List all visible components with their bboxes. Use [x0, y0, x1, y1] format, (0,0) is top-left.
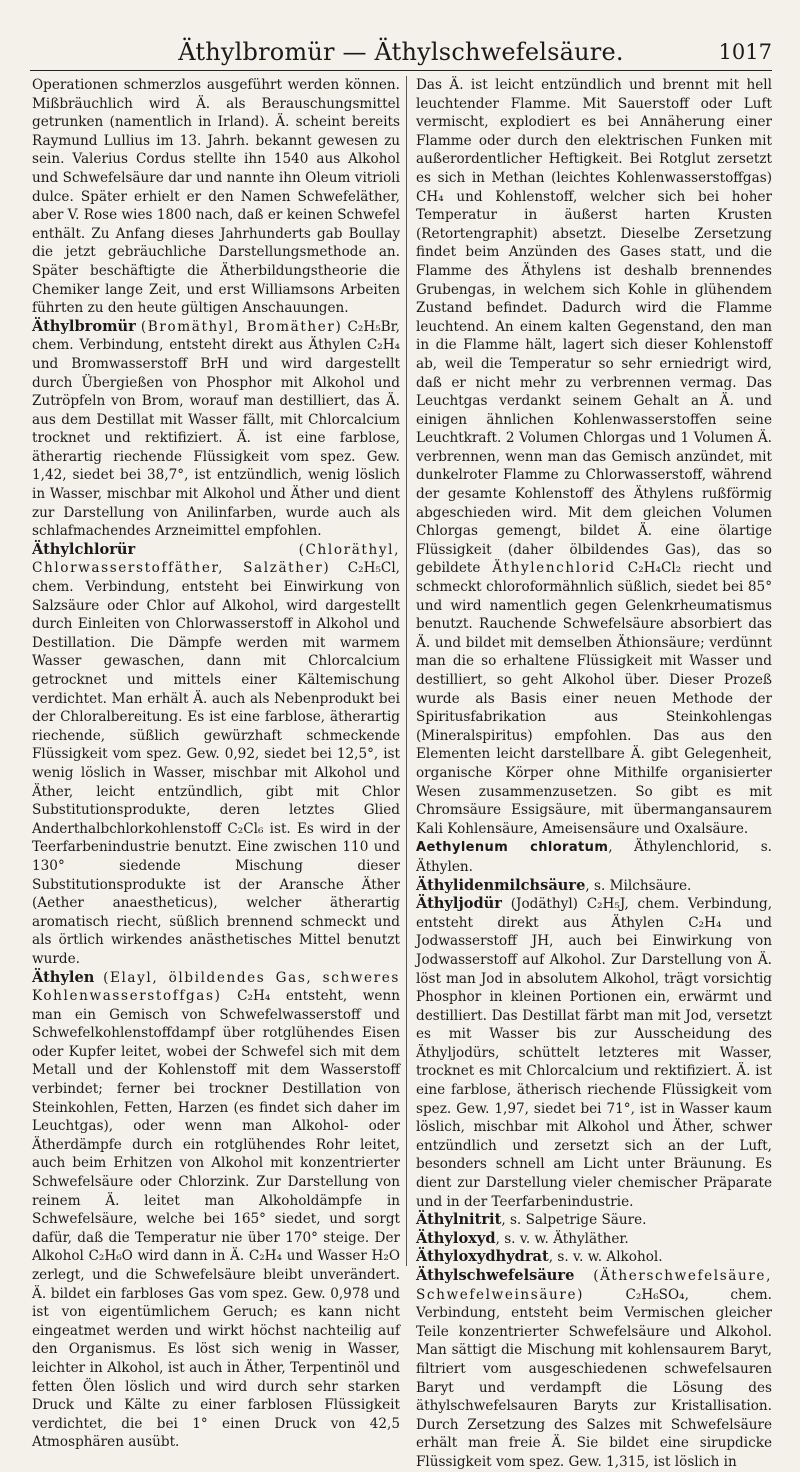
entry-text: C₂H₅J, chem. Verbindung, entsteht direkt aus Äthylen C₂H₄ und Jodwasserstoff JH, auch bei Einwirkung von Jodwasserstoff auf Alkohol. Zur Darstellung von Ä. löst man Jod in absolutem Alkohol, trägt vorsichtig Phosphor in kleinen Portionen ein, erwärmt und destilliert. Das Destillat färbt man mit Jod, versetzt es mit Wasser bis zur Ausscheidung des Äthyljodürs, schüttelt letzteres mit Wasser, trocknet es mit Chlorcalcium und rektifiziert. Ä. ist eine farblose, ätherisch riechende Flüssigkeit vom spez. Gew. 1,97, siedet bei 71°, ist in Wasser kaum löslich, mischbar mit Alkohol und Äther, schwer entzündlich und zersetzt sich an der Luft, besonders schnell am Licht unter Bräunung. Es dient zur Darstellung vieler chemischer Präparate und in der Teerfarbenindustrie. [416, 896, 773, 1210]
entry-text: , s. v. w. Alkohol. [548, 1249, 663, 1266]
column-divider [406, 76, 407, 1266]
entry-synonyms: (Chloräthyl, Chlorwasserstoffäther, Salzäther) [32, 541, 400, 577]
entry-headword: Äthylbromür [32, 317, 136, 335]
entry-aethylidenmilchsaeure [416, 877, 772, 896]
right-column [416, 76, 773, 1470]
continuation-text: Operationen schmerzlos ausgeführt werden können. Mißbräuchlich wird Ä. als Berauschungsmittel getrunken (namentlich in Irland). Ä. scheint bereits Raymund Lullius im 13. Jahrh. bekannt gewesen zu sein. Valerius Cordus stellte ihn 1540 aus Alkohol und Schwefelsäure dar und nannte ihn Oleum vitrioli dulce. Später erhielt er den Namen Schwefeläther, aber V. Rose wies 1800 nach, daß er keinen Schwefel enthält. Zu Anfang dieses Jahrhunderts gab Boullay die jetzt gebräuchliche Darstellungsmethode an. Später beschäftigte die Ätherbildungstheorie die Chemiker lange Zeit, und erst Williamsons Arbeiten führten zu den heute gültigen Anschauungen. [32, 77, 400, 317]
inline-term: Äthylenchlorid [492, 560, 616, 577]
entry-headword: Äthyloxydhydrat [416, 1248, 549, 1266]
entry-headword: Äthyloxyd [416, 1229, 496, 1247]
running-title: Äthylbromür — Äthylschwefelsäure. [178, 38, 624, 66]
entry-text: C₂H₅Cl, chem. Verbindung, entsteht bei Einwirkung von Salzsäure oder Chlor auf Alkohol, wird dargestellt durch Einleiten von Chlorwasserstoff in Alkohol und Destillation. Die Dämpfe werden mit warmem Wasser gewaschen, dann mit Chlorcalcium getrocknet und mittels einer Kältemischung verdichtet. Man erhält Ä. auch als Nebenprodukt bei der Chloralbereitung. Es ist eine farblose, ätherartig riechende, süßlich gewürzhaft schmeckende Flüssigkeit vom spez. Gew. 0,92, siedet bei 12,5°, ist wenig löslich in Wasser, mischbar mit Alkohol und Äther, leicht entzündlich, gibt mit Chlor Substitutionsprodukte, deren letztes Glied Anderthalbchlorkohlenstoff C₂Cl₆ ist. Es wird in der Teerfarbenindustrie benutzt. Eine zwischen 110 und 130° siedende Mischung dieser Substitutionsprodukte ist der Aransche Äther (Aether anaestheticus), welcher ätherartig aromatisch riecht, süßlich brennend schmeckt und als örtlich wirkendes anästhetisches Mittel benutzt wurde. [32, 560, 401, 967]
entry-text: , s. Salpetrige Säure. [501, 1212, 647, 1229]
entry-synonyms: (Elayl, ölbildendes Gas, schweres Kohlenwasserstoffgas) [32, 969, 400, 1005]
entry-aethylbromuer [32, 318, 400, 541]
entry-headword: Äthylnitrit [416, 1211, 502, 1229]
entry-headword: Aethylenum chloratum [416, 840, 609, 856]
entry-aethyloxyd [416, 1230, 772, 1249]
left-column [32, 76, 401, 1451]
entry-aethylnitrit [416, 1211, 772, 1230]
continuation-part: C₂H₄Cl₂ riecht und schmeckt chloroformähnlich süßlich, siedet bei 85° und wird namentlich gegen Gelenkrheumatismus benutzt. Rauchende Schwefelsäure absorbiert das Ä. und bildet mit demselben Äthionsäure; verdünnt man die so erhaltene Flüssigkeit mit Wasser und destilliert, so geht Alkohol über. Dieser Prozeß wurde als Basis einer neuen Methode der Spiritusfabrikation aus Steinkohlengas (Mineralspiritus) empfohlen. Das aus den Elementen leicht darstellbare Ä. gibt Gelegenheit, organische Körper ohne Mithilfe organisierter Wesen zusammenzusetzen. So gibt es mit Chromsäure Essigsäure, mit übermangansaurem Kali Kohlensäure, Ameisensäure und Oxalsäure. [416, 560, 772, 837]
entry-aethyloxydhydrat [416, 1248, 772, 1267]
entry-text: C₂H₅Br, chem. Verbindung, entsteht direkt aus Äthylen C₂H₄ und Bromwasserstoff BrH und wird dargestellt durch Übergießen von Phosphor mit Alkohol und Zutröpfeln von Brom, worauf man destilliert, das Ä. aus dem Destillat mit Wasser fällt, mit Chlorcalcium trocknet und rektifiziert. Ä. ist eine farblose, ätherartig riechende Flüssigkeit vom spez. Gew. 1,42, siedet bei 38,7°, ist entzündlich, wenig löslich in Wasser, mischbar mit Alkohol und Äther und dient zur Darstellung von Anilinfarben, wurde auch als schlafmachendes Arzneimittel empfohlen. [32, 318, 400, 540]
entry-headword: Äthylen [32, 968, 95, 986]
entry-aethyljoduer [416, 895, 772, 1211]
page-number: 1017 [718, 40, 772, 64]
entry-aethylenum-chloratum [416, 838, 772, 876]
entry-synonyms: (Jodäthyl) [510, 896, 578, 913]
continuation-text [416, 76, 772, 838]
entry-headword: Äthylschwefelsäure [416, 1267, 575, 1284]
running-header [30, 36, 772, 71]
continuation-part: Das Ä. ist leicht entzündlich und brennt mit hell leuchtender Flamme. Mit Sauerstoff oder Luft vermischt, explodiert es bei Annäherung einer Flamme oder durch den elektrischen Funken mit außerordentlicher Heftigkeit. Bei Rotglut zersetzt es sich in Methan (leichtes Kohlenwasserstoffgas) CH₄ und Kohlenstoff, welcher sich bei hoher Temperatur in äußerst harten Krusten (Retortengraphit) absetzt. Dieselbe Zersetzung findet beim Anzünden des Gases statt, und die Flamme des Äthylens ist deshalb brennendes Grubengas, in welchem sich Kohle in glühendem Zustand befindet. Dadurch wird die Flamme leuchtend. An einem kalten Gegenstand, den man in die Flamme hält, lagert sich dieser Kohlenstoff ab, weil die Temperatur so sehr erniedrigt wird, daß er nicht mehr zu verbrennen vermag. Das Leuchtgas verdankt seinem Gehalt an Ä. und einigen ähnlichen Kohlenwasserstoffen seine Leuchtkraft. 2 Volumen Chlorgas und 1 Volumen Ä. verbrennen, wenn man das Gemisch anzündet, mit dunkelroter Flamme zu Chlorwasserstoff, während der gesamte Kohlenstoff des Äthylens rußförmig abgeschieden wird. Mit dem gleichen Volumen Chlorgas gemengt, bildet Ä. eine ölartige Flüssigkeit (daher ölbildendes Gas), das so gebildete [416, 77, 772, 577]
entry-synonyms: (Ätherschwefelsäure, Schwefelweinsäure) [416, 1268, 772, 1303]
entry-aethylen [32, 969, 400, 1452]
entry-text: , Äthylenchlorid, s. Äthylen. [416, 839, 772, 875]
entry-text: , s. v. w. Äthyläther. [495, 1230, 629, 1247]
entry-headword: Äthyljodür [416, 895, 502, 913]
entry-headword: Äthylchlorür [32, 540, 136, 558]
entry-text: C₂H₆SO₄, chem. Verbindung, entsteht beim Vermischen gleicher Teile konzentrierter Schwefelsäure und Alkohol. Man sättigt die Mischung mit kohlensaurem Baryt, filtriert vom ausgeschiedenen schwefelsauren Baryt und verdampft die Lösung des äthylschwefelsauren Baryts zur Kristallisation. Durch Zersetzung des Salzes mit Schwefelsäure erhält man freie Ä. Sie bildet eine sirupdicke Flüssigkeit vom spez. Gew. 1,315, ist löslich in [416, 1286, 772, 1470]
entry-synonyms: (Bromäthyl, Bromäther) [140, 318, 343, 335]
entry-text: C₂H₄ entsteht, wenn man ein Gemisch von Schwefelwasserstoff und Schwefelkohlenstoffdampf über rotglühendes Eisen oder Kupfer leitet, wobei der Schwefel sich mit dem Metall und der Kohlenstoff mit dem Wasserstoff verbindet; ferner bei trockner Destillation von Steinkohlen, Fetten, Harzen (es findet sich daher im Leuchtgas), oder wenn man Alkohol- oder Ätherdämpfe durch ein rotglühendes Rohr leitet, auch beim Erhitzen von Alkohol mit konzentrierter Schwefelsäure oder Chlorzink. Zur Darstellung von reinem Ä. leitet man Alkoholdämpfe in Schwefelsäure, welche bei 165° siedet, und sorgt dafür, daß die Temperatur nie über 170° steige. Der Alkohol C₂H₆O wird dann in Ä. C₂H₄ und Wasser H₂O zerlegt, und die Schwefelsäure bleibt unverändert. Ä. bildet ein farbloses Gas vom spez. Gew. 0,978 und ist von eigentümlichem Geruch; es kann nicht eingeatmet werden und wirkt höchst nachteilig auf den Organismus. Es löst sich wenig in Wasser, leichter in Alkohol, ist auch in Äther, Terpentinöl und fetten Ölen löslich und wird durch sehr starken Druck und Kälte zu einer farblosen Flüssigkeit verdichtet, die bei 1° einen Druck von 42,5 Atmosphären ausübt. [32, 988, 400, 1451]
entry-aethylchloruer [32, 541, 400, 969]
entry-text: , s. Milchsäure. [585, 877, 692, 894]
entry-headword: Äthylidenmilchsäure [416, 876, 586, 894]
entry-aethylschwefelsaeure [416, 1267, 772, 1472]
